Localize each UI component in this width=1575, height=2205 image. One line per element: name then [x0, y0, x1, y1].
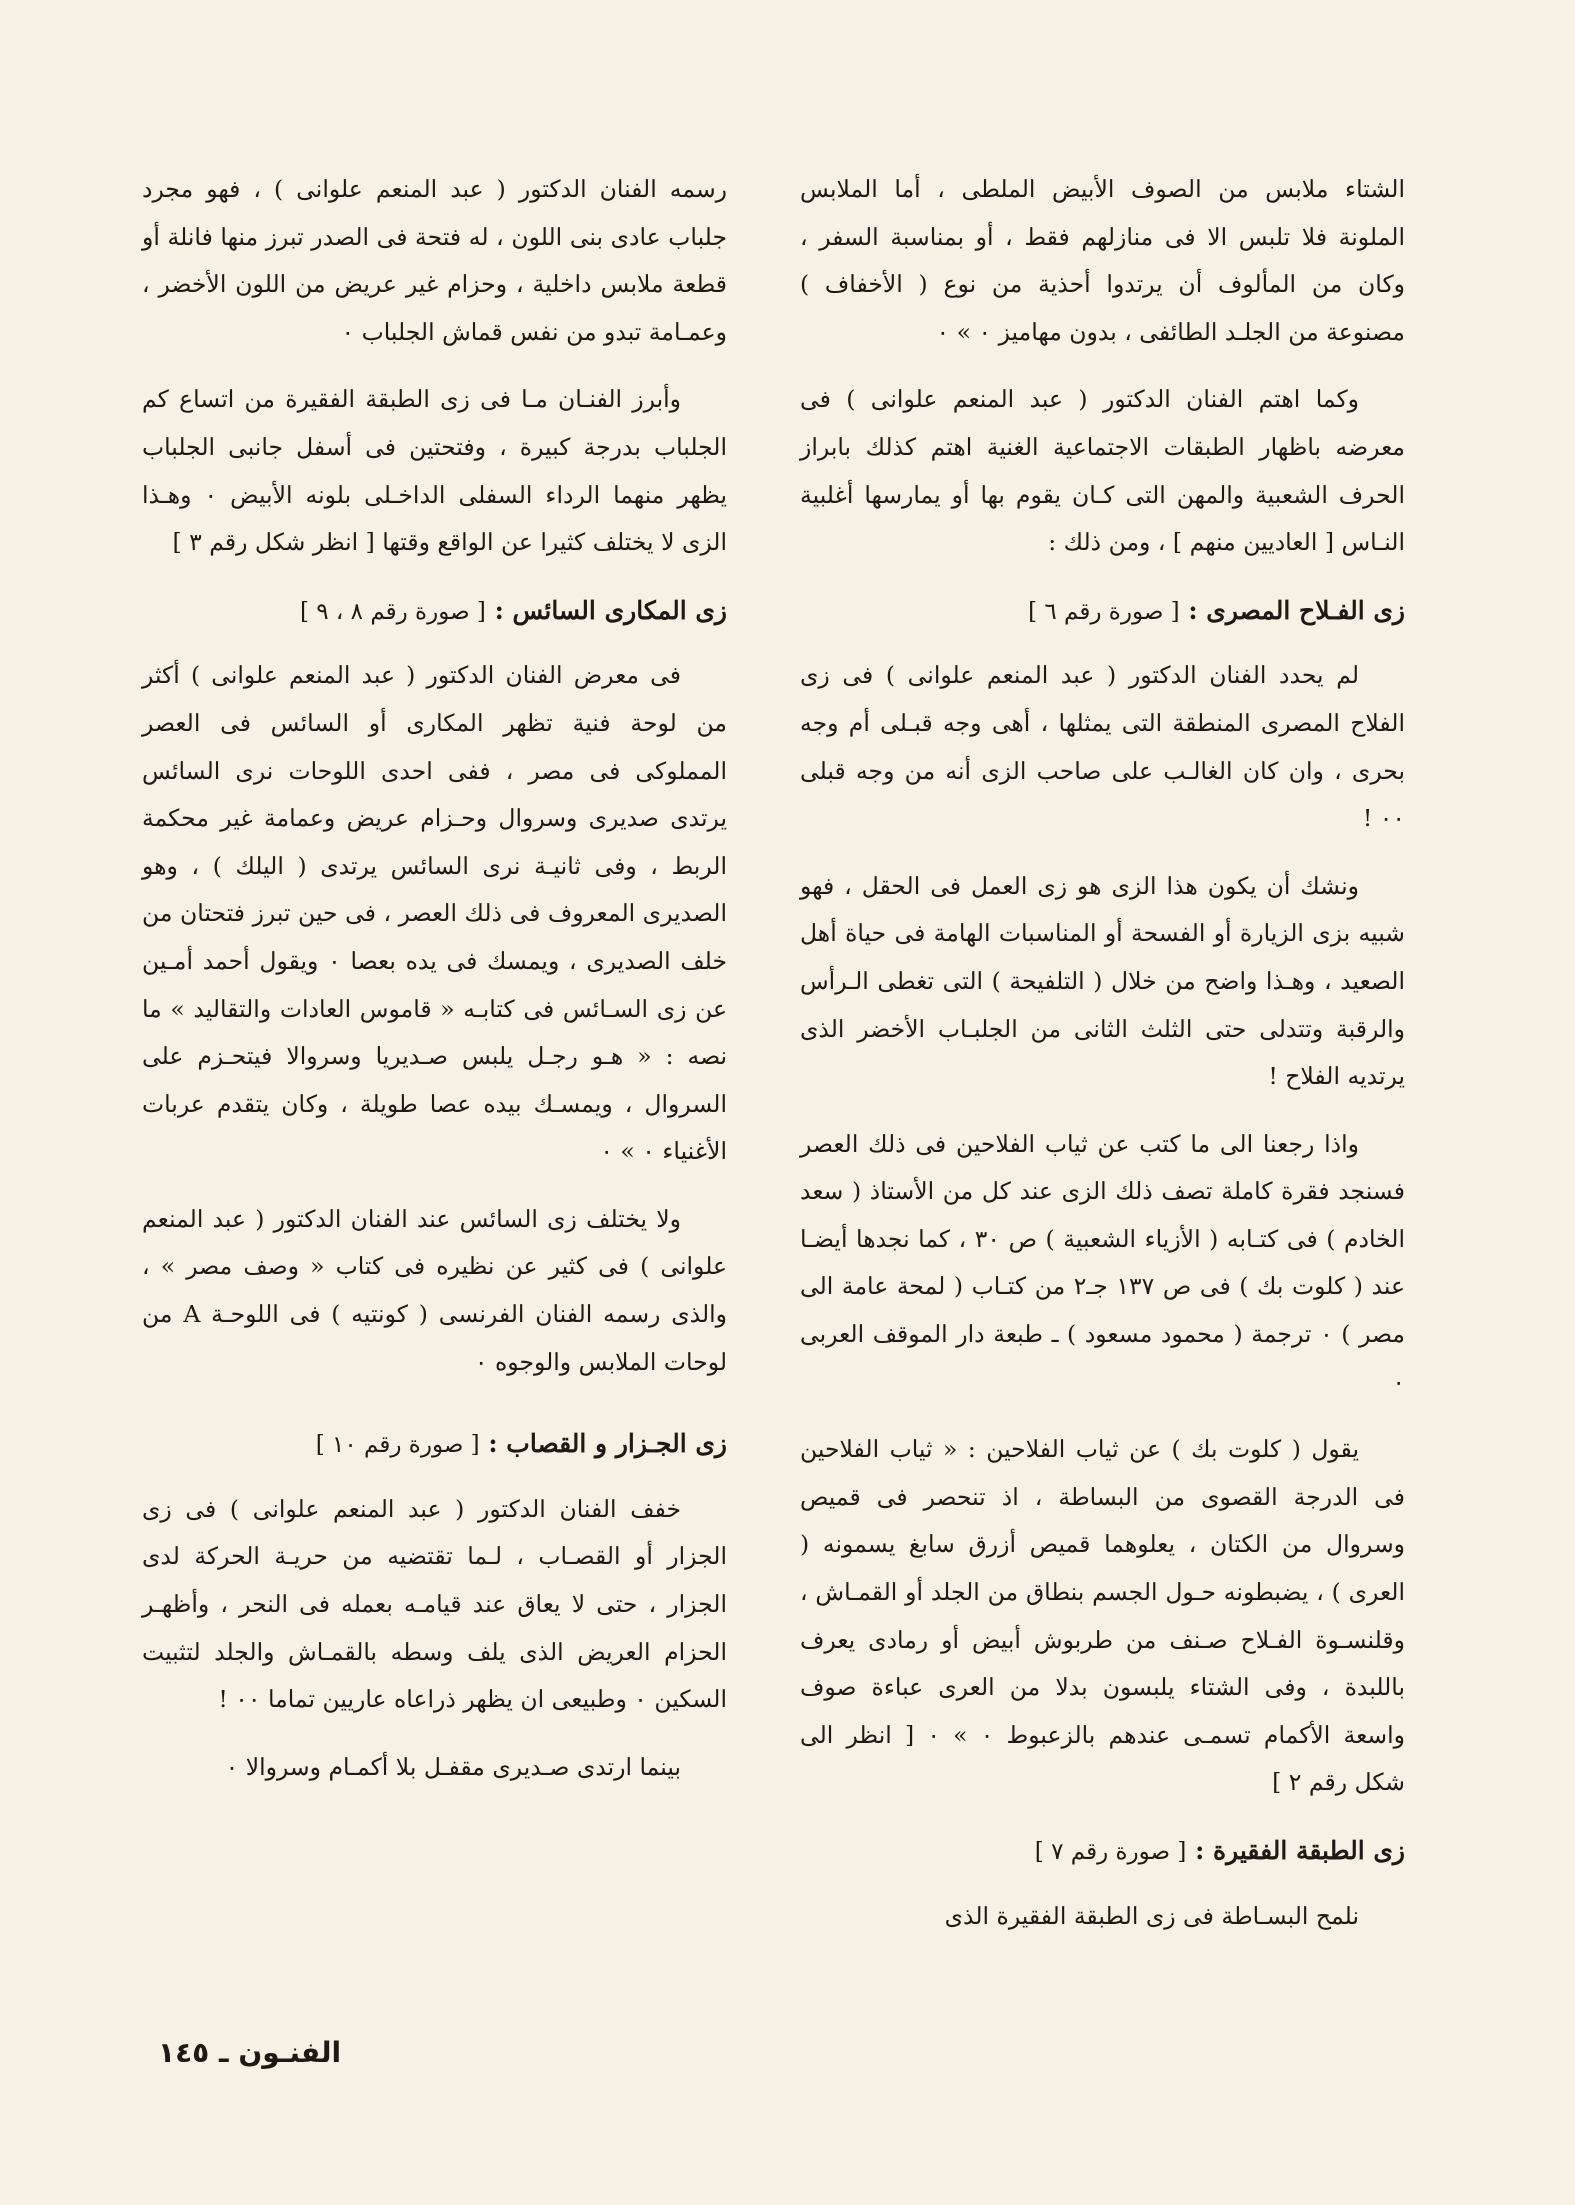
paragraph: ونشك أن يكون هذا الزى هو زى العمل فى الحقل ، فهو شبيه بزى الزيارة أو الفسحة أو المناسبات الهامة فى حياة أهل الصعيد ، وهـذا واضح من خلال ( التلفيحة ) التى تغطى الـرأس والرقبة وتتدلى حتى الثلث الثانى من الجلبـاب الأخضر الذى يرتديه الفلاح !: [800, 871, 1405, 1091]
heading-title: زى المكارى السائس :: [494, 595, 727, 625]
heading-title: زى الجـزار و القصاب :: [488, 1429, 727, 1459]
figure-reference: [ صورة رقم ٨ ، ٩ ]: [299, 598, 486, 625]
figure-reference: [ صورة رقم ٧ ]: [1034, 1839, 1187, 1865]
section-heading-groom: [142, 587, 727, 637]
section-heading-poor-class: [800, 1827, 1405, 1877]
paragraph: وكما اهتم الفنان الدكتور ( عبد المنعم علوانى ) فى معرضه باظهار الطبقات الاجتماعية الغنية اهتم كذلك بابراز الحرف الشعبية والمهن التى كـان يقوم بها أو يمارسها أغلبية النـاس [ العاديين منهم ] ، ومن ذلك :: [800, 385, 1405, 557]
spacer: [142, 1406, 727, 1420]
right-column: [800, 166, 1405, 1960]
paragraph: رسمه الفنان الدكتور ( عبد المنعم علوانى ) ، فهو مجرد جلباب عادى بنى اللون ، له فتحة فى الصدر تبرز منها فانلة أو قطعة ملابس داخلية ، وحزام غير عريض من اللون الأخضر ، وعمـامة تبدو من نفس قماش الجلباب ٠: [142, 175, 727, 346]
section-heading-fellah: [800, 587, 1405, 637]
paragraph: وأبرز الفنـان مـا فى زى الطبقة الفقيرة من اتساع كم الجلباب بدرجة كبيرة ، وفتحتين فى أسفل جانبى الجلباب يظهر منهما الرداء السفلى الداخـلى بلونه الأبيض ٠ وهـذا الزى لا يختلف كثيرا عن الواقع وقتها [ انظر شكل رقم ٣ ]: [142, 385, 727, 557]
paragraph: خفف الفنان الدكتور ( عبد المنعم علوانى ) فى زى الجزار أو القصـاب ، لـما تقتضيه من حريـة الحركة لدى الجزار ، حتى لا يعاق عند قيامـه بعمله فى النحر ، وأظهـر الحزام العريض الذى يلف وسطه بالقمـاش والجلد لتثبيت السكين ٠ وطبيعى ان يظهر ذراعاه عاريين تماما ٠٠ !: [142, 1494, 727, 1714]
figure-reference: [ صورة رقم ١٠ ]: [315, 1432, 480, 1459]
section-heading-butcher: [142, 1420, 727, 1470]
paragraph: لم يحدد الفنان الدكتور ( عبد المنعم علوانى ) فى زى الفلاح المصرى المنطقة التى يمثلها ، أهى وجه قبـلى أم وجه بحرى ، وان كان الغالـب على صاحب الزى أنه من وجه قبلى ٠٠ !: [800, 661, 1405, 833]
paragraph: الشتاء ملابس من الصوف الأبيض الملطى ، أما الملابس الملونة فلا تلبس الا فى منازلهم فقط ، أو بمناسبة السفر ، وكان من المألوف أن يرتدوا أحذية من نوع ( الأخفاف ) مصنوعة من الجلـد الطائفى ، بدون مهاميز ٠ » ٠: [800, 175, 1405, 346]
left-column: [142, 166, 727, 1811]
paragraph: نلمح البسـاطة فى زى الطبقة الفقيرة الذى: [944, 1901, 1359, 1930]
paragraph: بينما ارتدى صـديرى مقفـل بلا أكمـام وسروالا ٠: [225, 1752, 681, 1781]
heading-title: زى الطبقة الفقيرة :: [1195, 1836, 1405, 1865]
figure-reference: [ صورة رقم ٦ ]: [1028, 598, 1180, 625]
paragraph: فى معرض الفنان الدكتور ( عبد المنعم علوانى ) أكثر من لوحة فنية تظهر المكارى أو السائس فى العصر المملوكى فى مصر ، ففى احدى اللوحات نرى السائس يرتدى صديرى وسروال وحـزام عريض وعمامة غير محكمة الربط ، وفى ثانيـة نرى السائس يرتدى ( اليلك ) ، وهو الصديرى المعروف فى ذلك العصر ، فى حين تبرز فتحتان من خلف الصديرى ، ويمسك فى يده بعصا ٠ ويقول أحمد أمـين عن زى السـائس فى كتابـه « قاموس العادات والتقاليد » ما نصه : « هـو رجـل يلبس صـديريا وسروالا فيتحـزم على السروال ، ويمسـك بيده عصا طويلة ، وكان يتقدم عربات الأغنياء ٠ » ٠: [142, 661, 727, 1166]
paragraph: يقول ( كلوت بك ) عن ثياب الفلاحين : « ثياب الفلاحين فى الدرجة القصوى من البساطة ، اذ تنحصر فى قميص وسروال من الكتان ، يعلوهما قميص أزرق سابغ يسمونه ( العرى ) ، يضبطونه حـول الجسم بنطاق من الجلد أو القمـاش ، وقلنسـوة الفـلاح صـنف من طربوش أبيض أو رمادى يعرف باللبدة ، وفى الشتاء يلبسون بدلا من العرى عباءة صوف واسعة الأكمام تسمـى عندهم بالزعبوط ٠ » ٠ [ انظر الى شكل رقم ٢ ]: [800, 1435, 1405, 1797]
paragraph: واذا رجعنا الى ما كتب عن ثياب الفلاحين فى ذلك العصر فسنجد فقرة كاملة تصف ذلك الزى عند كل من الأستاذ ( سعد الخادم ) فى كتـابه ( الأزياء الشعبية ) ص ٣٠ ، كما نجدها أيضـا عند ( كلوت بك ) فى ص ١٣٧ جـ٢ من كتـاب ( لمحة عامة الى مصر ) ٠ ترجمة ( محمود مسعود ) ـ طبعة دار الموقف العربى ٠: [800, 1129, 1406, 1396]
heading-title: زى الفـلاح المصرى :: [1188, 595, 1405, 625]
paragraph: ولا يختلف زى السائس عند الفنان الدكتور ( عبد المنعم علوانى ) فى كثير عن نظيره فى كتاب « وصف مصر » ، والذى رسمه الفنان الفرنسى ( كونتيه ) فى اللوحـة A من لوحات الملابس والوجوه ٠: [142, 1204, 727, 1376]
page-folio: الفنـون ـ ١٤٥: [158, 2036, 342, 2069]
